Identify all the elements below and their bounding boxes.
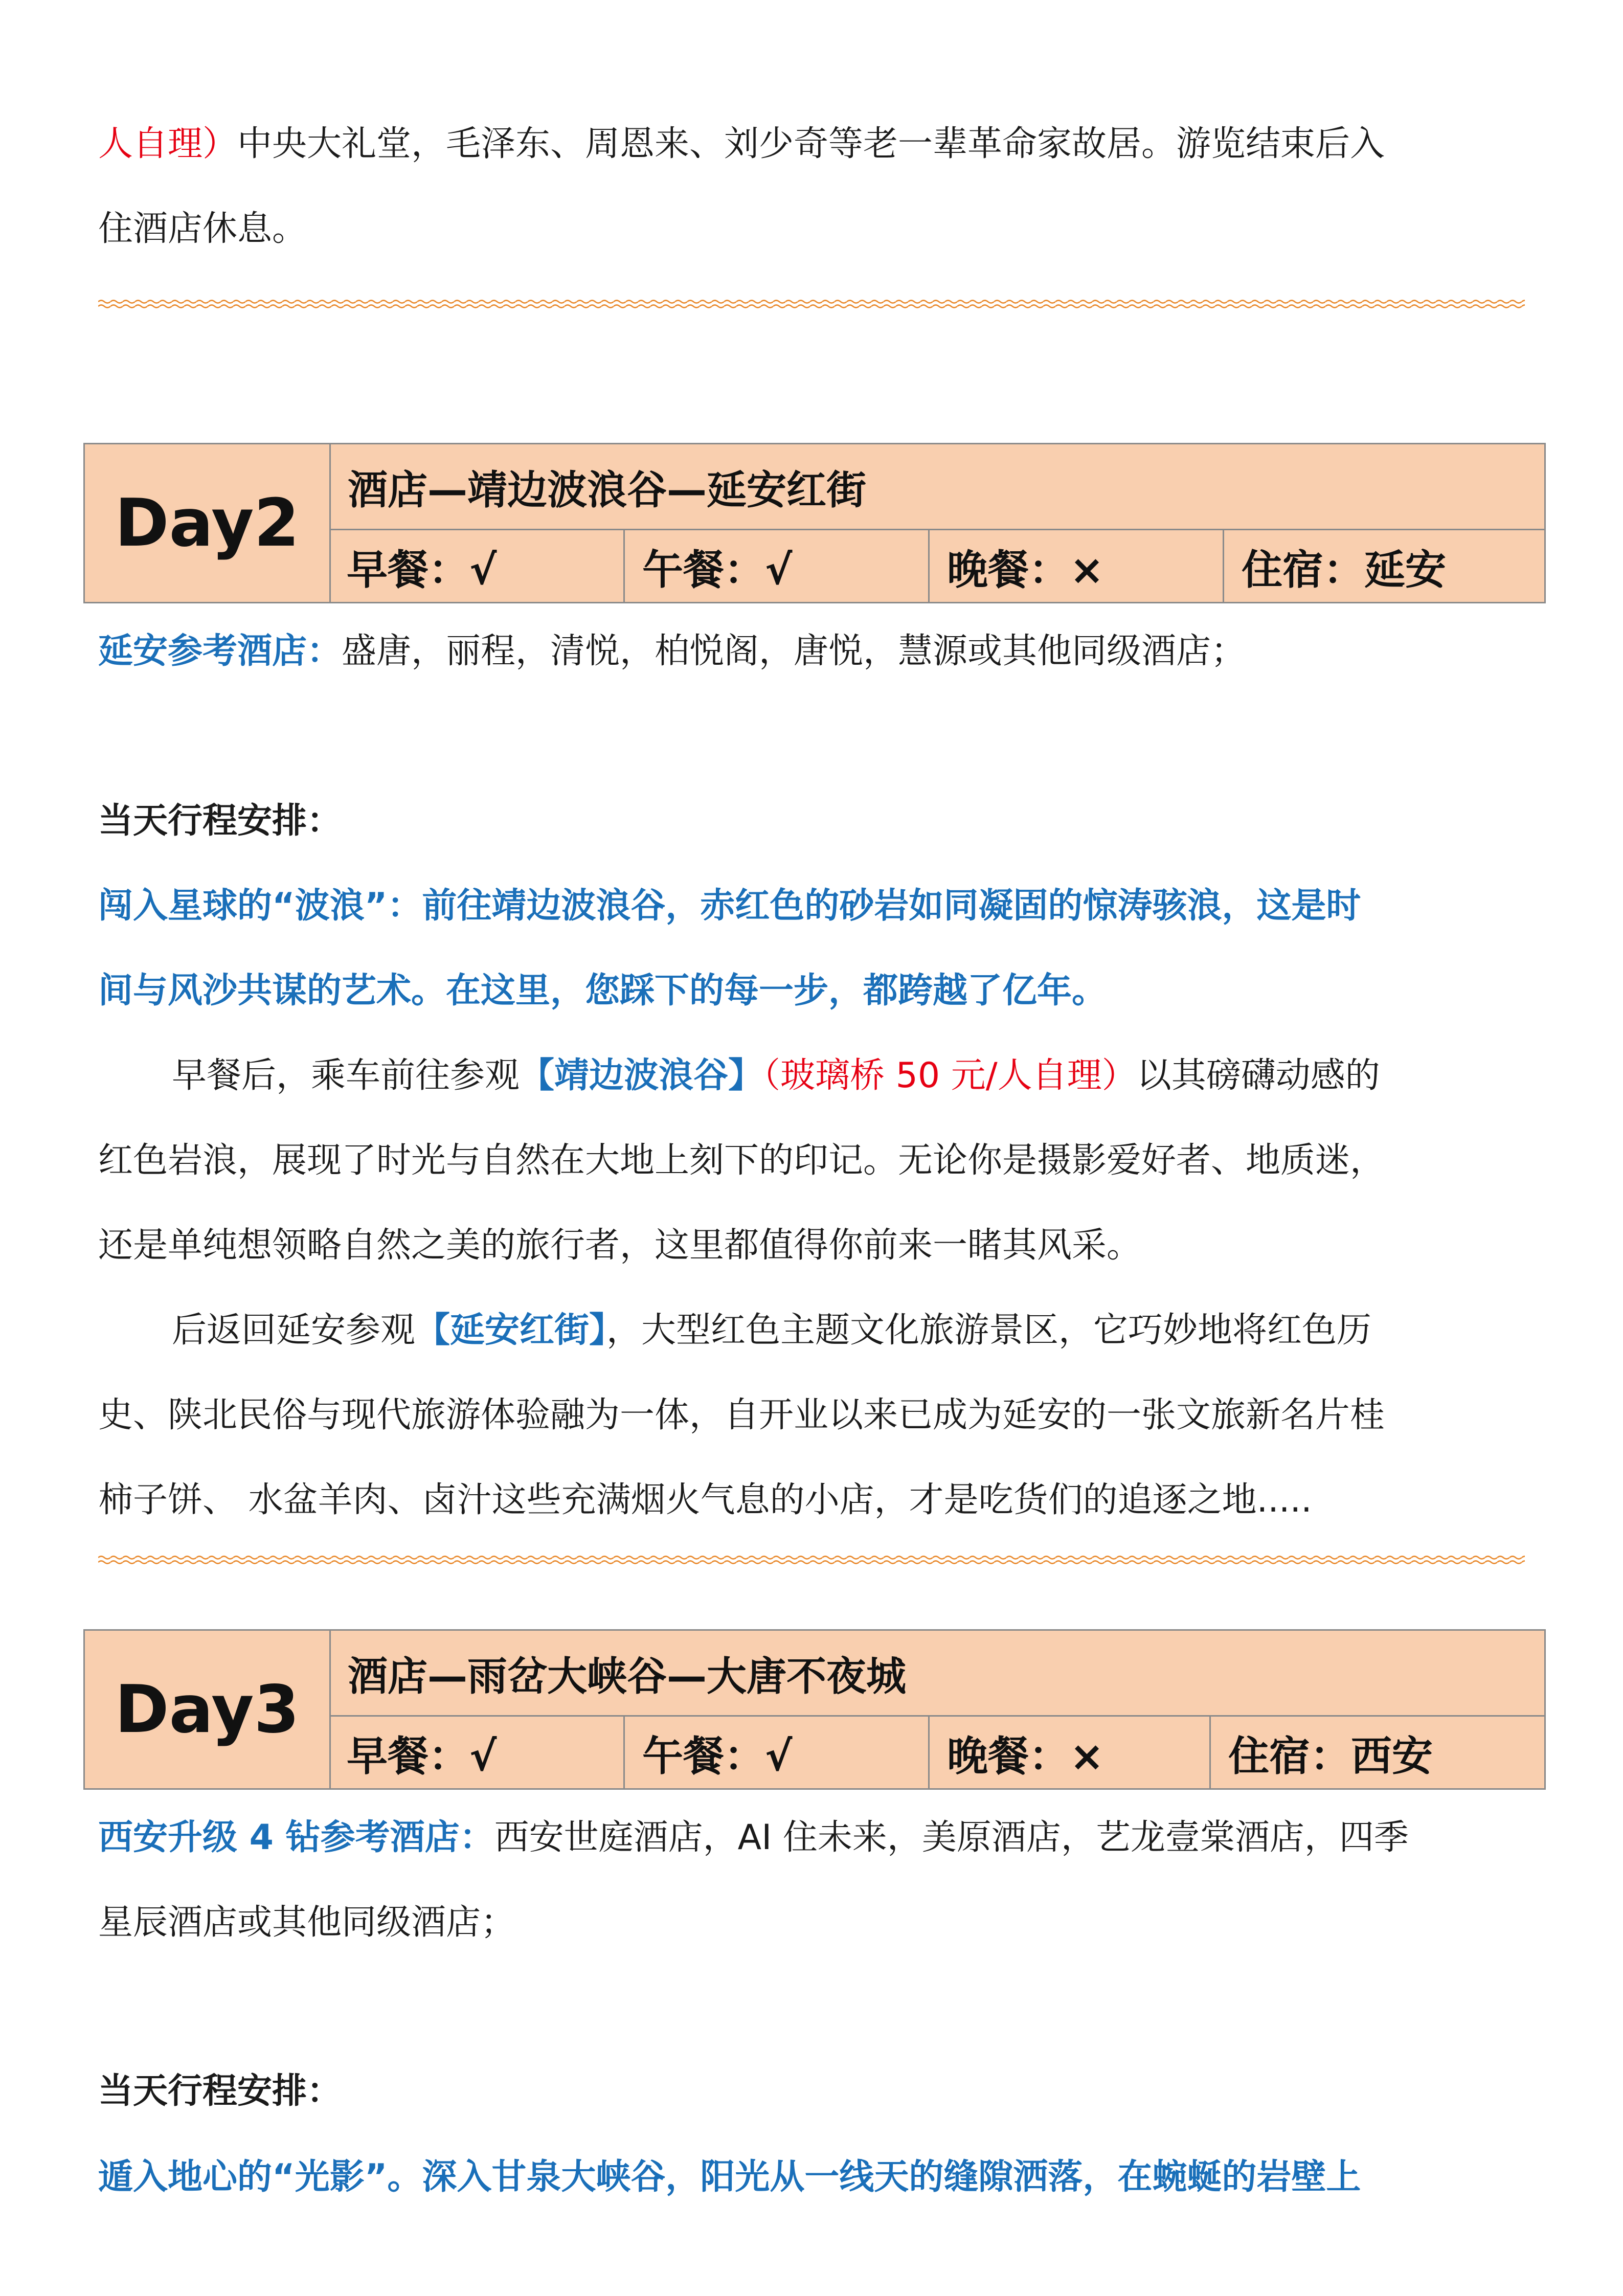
day3-schedule-heading: 当天行程安排： <box>98 2071 342 2111</box>
day2-dinner: 晚餐：× <box>930 530 1224 602</box>
day2-p2-text-a: 后返回延安参观 <box>172 1310 416 1350</box>
day2-schedule-heading: 当天行程安排： <box>98 801 342 841</box>
day2-label: Day2 <box>85 444 331 602</box>
day3-label: Day3 <box>85 1631 331 1788</box>
wave-divider <box>98 299 1525 310</box>
day2-route: 酒店—靖边波浪谷—延安红街 <box>329 444 1544 530</box>
day2-lunch: 午餐：√ <box>625 530 930 602</box>
day2-stay: 住宿：延安 <box>1242 546 1446 594</box>
day3-hotel-line-2: 星辰酒店或其他同级酒店； <box>98 1902 516 1943</box>
day2-paragraph-2-line-2: 史、陕北民俗与现代旅游体验融为一体，自开业以来已成为延安的一张文旅新名片桂 <box>98 1395 1385 1435</box>
day2-paragraph-1-line-2: 红色岩浪，展现了时光与自然在大地上刻下的印记。无论你是摄影爱好者、地质迷， <box>98 1140 1385 1181</box>
day3-header-table <box>83 1629 1546 1790</box>
day2-breakfast: 早餐：√ <box>329 530 625 602</box>
day2-p2-text-b: ，大型红色主题文化旅游景区，它巧妙地将红色历 <box>606 1310 1372 1350</box>
day3-stay: 住宿：西安 <box>1228 1732 1433 1780</box>
day2-highlight-line-2: 间与风沙共谋的艺术。在这里，您踩下的每一步，都跨越了亿年。 <box>98 971 1107 1011</box>
day2-paragraph-2-line-1 <box>172 1305 1530 1356</box>
day2-hotel-label: 延安参考酒店： <box>98 631 342 671</box>
day3-hotel-label: 西安升级 4 钻参考酒店： <box>98 1817 494 1858</box>
day2-hotel-line <box>98 626 1530 677</box>
day2-header-table <box>83 443 1546 603</box>
intro-line-1 <box>98 119 1530 170</box>
day2-paragraph-2-line-3: 柿子饼、 水盆羊肉、卤汁这些充满烟火气息的小店，才是吃货们的追逐之地..... <box>98 1480 1312 1520</box>
day2-hotel-list: 盛唐，丽程，清悦，柏悦阁，唐悦，慧源或其他同级酒店； <box>342 631 1246 671</box>
day2-p1-text-a: 早餐后，乘车前往参观 <box>172 1055 520 1096</box>
day3-breakfast: 早餐：√ <box>329 1717 625 1788</box>
day2-p1-text-b: 以其磅礴动感的 <box>1136 1055 1380 1096</box>
day3-hotel-list: 西安世庭酒店，AI 住未来，美原酒店，艺龙壹棠酒店，四季 <box>494 1817 1409 1858</box>
day2-paragraph-1-line-3: 还是单纯想领略自然之美的旅行者，这里都值得你前来一睹其风采。 <box>98 1225 1142 1266</box>
day2-highlight-line-1: 闯入星球的“波浪”：前往靖边波浪谷，赤红色的砂岩如同凝固的惊涛骇浪，这是时 <box>98 886 1361 926</box>
day2-p2-spot: 【延安红街】 <box>415 1310 607 1350</box>
day3-dinner: 晚餐：× <box>930 1717 1211 1788</box>
intro-text: 中央大礼堂，毛泽东、周恩来、刘少奇等老一辈革命家故居。游览结束后入 <box>237 124 1385 164</box>
wave-divider <box>98 1555 1525 1566</box>
day2-p1-spot: 【靖边波浪谷】 <box>520 1055 763 1096</box>
day3-lunch: 午餐：√ <box>625 1717 930 1788</box>
day3-route: 酒店—雨岔大峡谷—大唐不夜城 <box>329 1631 1544 1717</box>
day2-paragraph-1-line-1 <box>172 1050 1530 1101</box>
day3-hotel-line-1 <box>98 1812 1530 1863</box>
day2-p1-price: （玻璃桥 50 元/人自理） <box>763 1055 1137 1096</box>
intro-self-pay-note: 人自理） <box>98 124 238 164</box>
day3-highlight-line-1: 遁入地心的“光影”。深入甘泉大峡谷，阳光从一线天的缝隙洒落，在蜿蜒的岩壁上 <box>98 2157 1361 2197</box>
intro-line-2: 住酒店休息。 <box>98 209 307 249</box>
